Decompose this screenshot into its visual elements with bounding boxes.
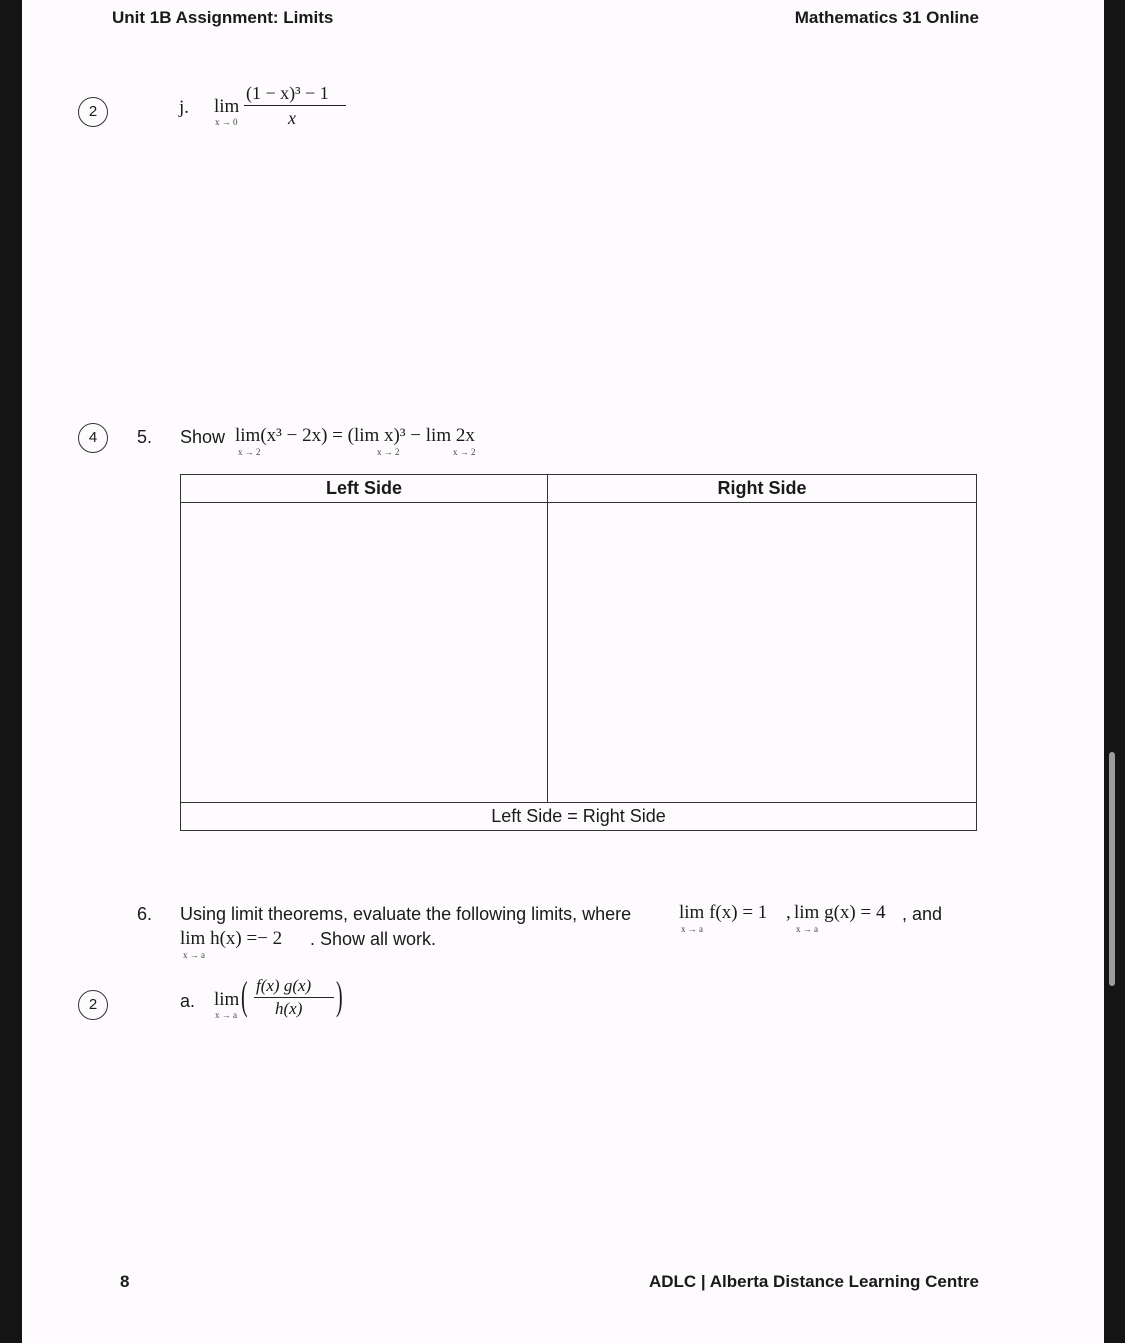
denominator-j: x [288,108,296,128]
lim-approach-6f: x → a [681,924,703,934]
lim-operator-6a: lim [214,989,240,1010]
marks-badge-5: 4 [78,423,108,453]
left-equals-right: Left Side = Right Side [181,803,977,831]
right-side-cell[interactable] [548,503,977,803]
question-6-intro: Using limit theorems, evaluate the following limits, where [180,904,632,924]
show-label: Show [180,427,226,447]
denominator-6a: h(x) [275,999,303,1018]
part-label-j: j. [179,97,190,118]
numerator-6a: f(x) g(x) [256,976,312,995]
marks-badge-6a: 2 [78,990,108,1020]
numerator-j: (1 − x)³ − 1 [246,83,329,103]
paren-close-6a: ) [336,973,343,1018]
marks-badge-j: 2 [78,97,108,127]
and-word: , and [902,904,943,924]
given-g: lim g(x) = 4 [794,902,886,923]
lim-approach-5b: x → 2 [377,447,400,457]
lim-approach-5a: x → 2 [238,447,261,457]
lim-approach-j: x → 0 [215,117,238,127]
scrollbar-thumb[interactable] [1109,752,1115,986]
fraction-bar-j [244,105,346,106]
page-number: 8 [120,1272,130,1291]
lim-approach-6g: x → a [796,924,818,934]
lim-approach-6a: x → a [215,1010,237,1020]
given-f: lim f(x) = 1 [679,902,768,923]
paren-open-6a: ( [241,973,248,1018]
expression-5: lim(x³ − 2x) = (lim x)³ − lim 2x [235,425,475,446]
question-number-5: 5. [137,427,153,447]
left-side-header: Left Side [181,475,548,503]
lim-approach-6h: x → a [183,950,205,960]
given-h: lim h(x) =− 2 [180,928,283,949]
question-number-6: 6. [137,904,153,924]
scrollbar-track[interactable] [1104,0,1125,1343]
unit-title: Unit 1B Assignment: Limits [112,8,334,27]
show-all-work: . Show all work. [310,929,437,949]
fraction-bar-6a [254,997,334,998]
comma-sep: , [786,902,791,923]
left-side-cell[interactable] [181,503,548,803]
lim-approach-5c: x → 2 [453,447,476,457]
left-right-table [180,474,977,831]
lim-operator-j: lim [214,96,240,117]
course-title: Mathematics 31 Online [794,8,979,27]
left-border [0,0,22,1343]
footer-publisher: ADLC | Alberta Distance Learning Centre [648,1272,979,1291]
part-label-6a: a. [180,991,196,1011]
right-side-header: Right Side [548,475,977,503]
